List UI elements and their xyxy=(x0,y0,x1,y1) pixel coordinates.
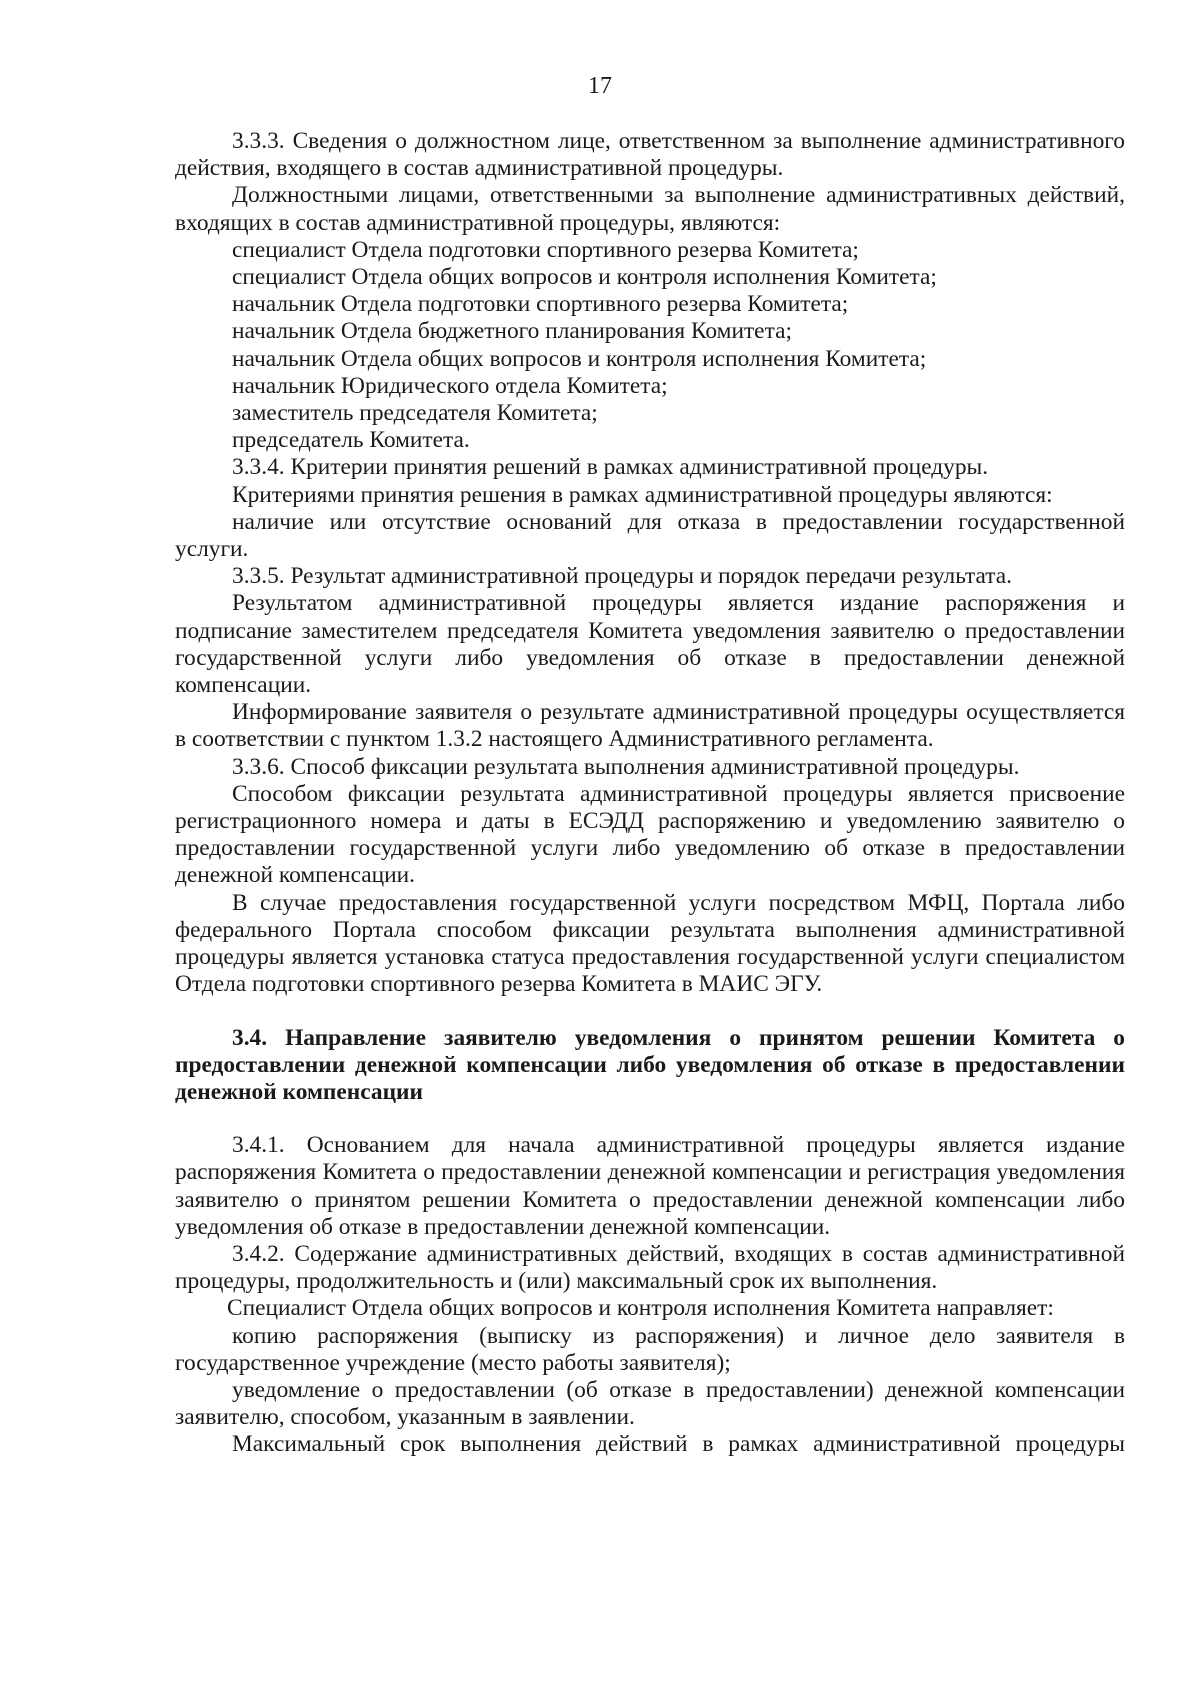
paragraph-3-3-5: 3.3.5. Результат административной процедуры и порядок передачи результата. xyxy=(232,563,1013,590)
paragraph-result: Результатом административной процедуры является издание распоряжения и подписание заместителем председателя Комитета уведомления заявителю о предоставлении государственной услуги либо уведомления об отказе в предоставлении денежной компенсации. xyxy=(175,590,1125,699)
list-item-official: начальник Отдела подготовки спортивного резерва Комитета; xyxy=(232,291,849,318)
paragraph-3-4-1: 3.4.1. Основанием для начала административной процедуры является издание распоряжения Комитета о предоставлении денежной компенсации и регистрация уведомления заявителю о принятом решении Комитета о предоставлении денежной компенсации либо уведомления об отказе в предоставлении денежной компенсации. xyxy=(175,1132,1125,1240)
paragraph-3-3-3: 3.3.3. Сведения о должностном лице, ответственном за выполнение административного действия, входящего в состав административной процедуры. xyxy=(175,128,1125,182)
paragraph-officials-intro: Должностными лицами, ответственными за выполнение административных действий, входящих в состав административной процедуры, являются: xyxy=(175,182,1125,236)
paragraph-fixation: Способом фиксации результата административной процедуры является присвоение регистрационного номера и даты в ЕСЭДД распоряжению и уведомлению заявителю о предоставлении государственной услуги либо уведомлению об отказе в предоставлении денежной компенсации. xyxy=(175,780,1125,889)
paragraph-3-3-4: 3.3.4. Критерии принятия решений в рамках административной процедуры. xyxy=(232,454,989,481)
list-item-official: начальник Отдела общих вопросов и контроля исполнения Комитета; xyxy=(232,345,927,372)
paragraph-mfc: В случае предоставления государственной услуги посредством МФЦ, Портала либо федерального Портала способом фиксации результата выполнения административной процедуры является установка статуса предоставления государственной услуги специалистом Отдела подготовки спортивного резерва Комитета в МАИС ЭГУ. xyxy=(175,889,1125,998)
paragraph-criteria: Критериями принятия решения в рамках административной процедуры являются: xyxy=(232,481,1053,508)
paragraph-max-term: Максимальный срок выполнения действий в рамках административной процедуры xyxy=(232,1431,1125,1458)
list-item-official: начальник Отдела бюджетного планирования Комитета; xyxy=(232,318,792,345)
paragraph-3-3-6: 3.3.6. Способ фиксации результата выполнения административной процедуры. xyxy=(232,753,1020,780)
paragraph-specialist: Специалист Отдела общих вопросов и контроля исполнения Комитета направляет: xyxy=(227,1295,1054,1322)
list-item-official: председатель Комитета. xyxy=(232,427,470,454)
paragraph-3-4-2: 3.4.2. Содержание административных действий, входящих в состав административной процедуры, продолжительность и (или) максимальный срок их выполнения. xyxy=(175,1240,1125,1295)
list-item-official: специалист Отдела подготовки спортивного резерва Комитета; xyxy=(232,236,859,263)
paragraph-copy: копию распоряжения (выписку из распоряжения) и личное дело заявителя в государственное учреждение (место работы заявителя); xyxy=(175,1322,1125,1376)
paragraph-notice: уведомление о предоставлении (об отказе в предоставлении) денежной компенсации заявителю, способом, указанным в заявлении. xyxy=(175,1376,1125,1431)
page-number: 17 xyxy=(588,73,612,99)
list-item-official: специалист Отдела общих вопросов и контроля исполнения Комитета; xyxy=(232,264,937,291)
section-heading-3-4: 3.4. Направление заявителю уведомления о принятом решении Комитета о предоставлении денежной компенсации либо уведомления об отказе в предоставлении денежной компенсации xyxy=(175,1024,1125,1105)
paragraph-inform: Информирование заявителя о результате административной процедуры осуществляется в соответствии с пунктом 1.3.2 настоящего Административного регламента. xyxy=(175,699,1125,753)
paragraph-criteria-item: наличие или отсутствие оснований для отказа в предоставлении государственной услуги. xyxy=(175,508,1125,563)
list-item-official: начальник Юридического отдела Комитета; xyxy=(232,372,668,399)
list-item-official: заместитель председателя Комитета; xyxy=(232,400,598,427)
document-body xyxy=(175,128,1125,1459)
